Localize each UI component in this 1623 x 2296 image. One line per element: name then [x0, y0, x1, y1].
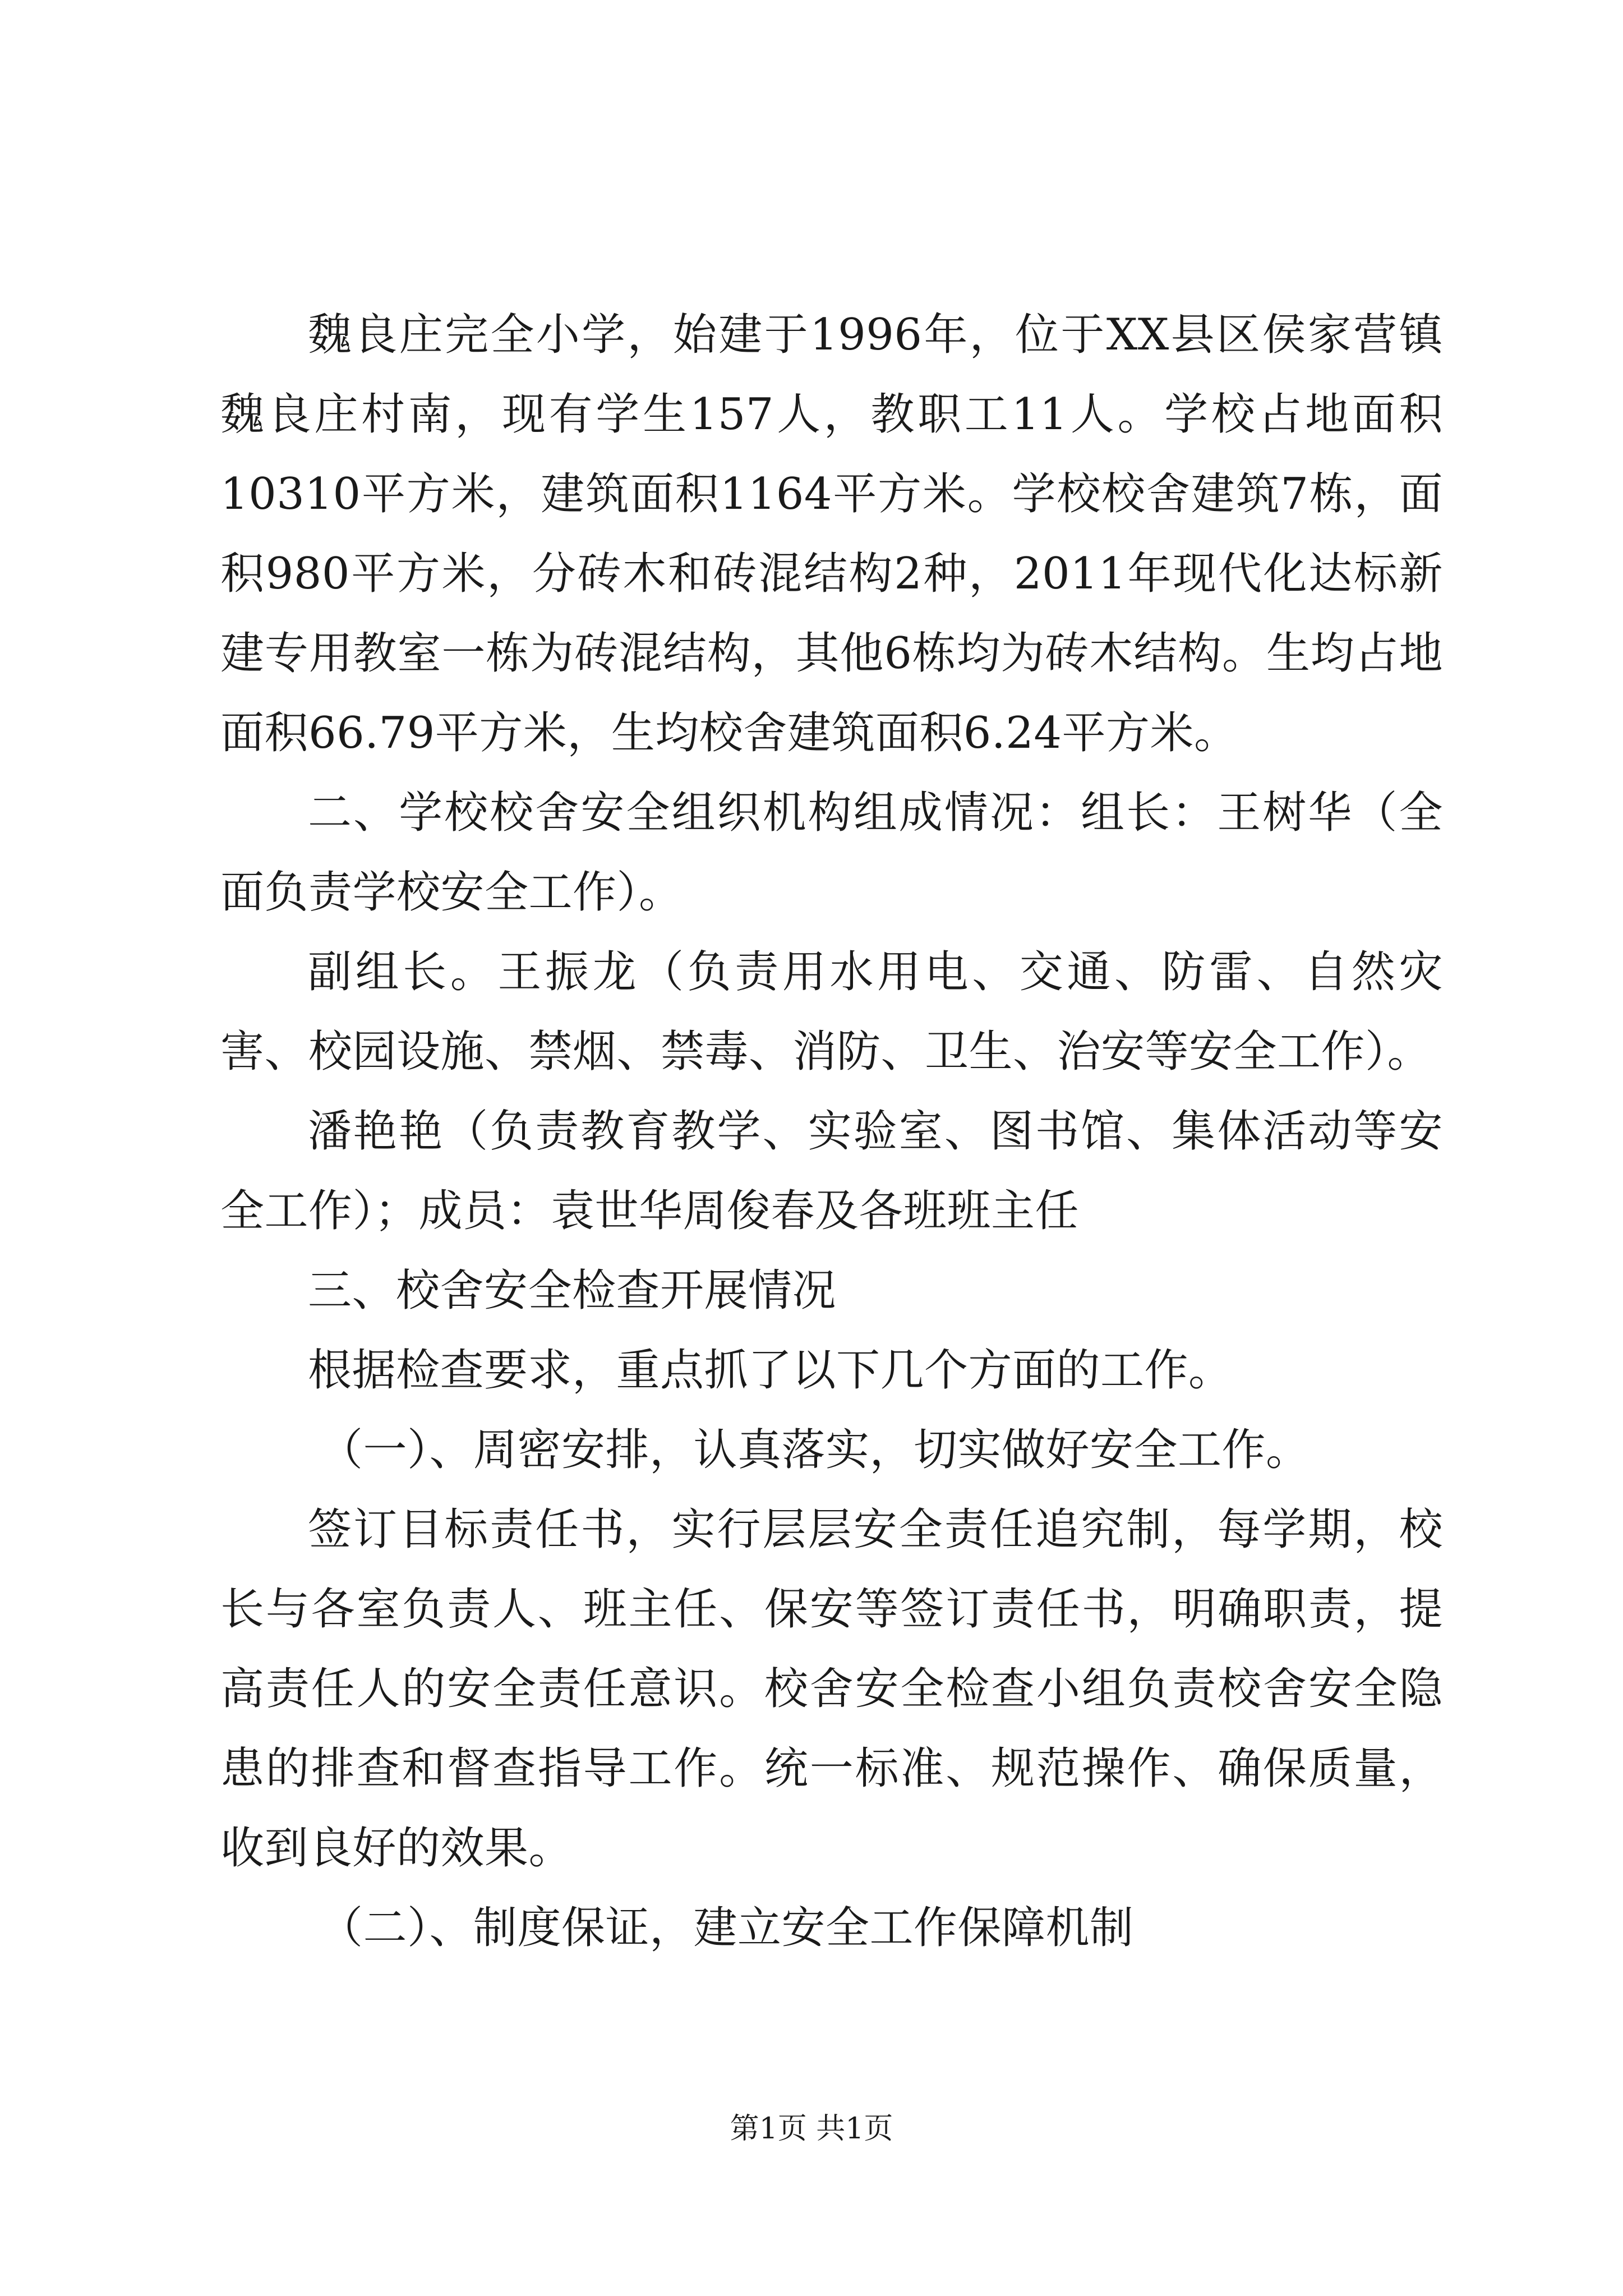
paragraph-pan-yanyan: 潘艳艳（负责教育教学、实验室、图书馆、集体活动等安全工作）；成员：袁世华周俊春及各班班主任: [220, 1106, 1443, 1236]
page-footer: [0, 2109, 1623, 2148]
section-heading-inspection: 三、校舍安全检查开展情况: [308, 1266, 837, 1316]
page-number-label: 第1页 共1页: [730, 2112, 893, 2146]
subheading-system-guarantee: （二）、制度保证，建立安全工作保障机制: [319, 1903, 1134, 1953]
paragraph-responsibility: 签订目标责任书，实行层层安全责任追究制，每学期，校长与各室负责人、班主任、保安等签订责任书，明确职责，提高责任人的安全责任意识。校舍安全检查小组负责校舍安全隐患的排查和督查指导工作。统一标准、规范操作、确保质量，收到良好的效果。: [220, 1504, 1443, 1874]
paragraph-deputy-leader: 副组长。王振龙（负责用水用电、交通、防雷、自然灾害、校园设施、禁烟、禁毒、消防、卫生、治安等安全工作）。: [220, 947, 1443, 1077]
paragraph-inspection-requirements: 根据检查要求，重点抓了以下几个方面的工作。: [308, 1345, 1233, 1396]
document-body: [220, 295, 1443, 1968]
subheading-careful-arrangement: （一）、周密安排，认真落实，切实做好安全工作。: [319, 1425, 1310, 1475]
paragraph-school-overview: 魏良庄完全小学，始建于1996年，位于XX县区侯家营镇魏良庄村南，现有学生157人，教职工11人。学校占地面积10310平方米，建筑面积1164平方米。学校校舍建筑7栋，面积980平方米，分砖木和砖混结构2种，2011年现代化达标新建专用教室一栋为砖混结构，其他6栋均为砖木结构。生均占地面积66.79平方米，生均校舍建筑面积6.24平方米。: [220, 310, 1443, 758]
paragraph-safety-organization: 二、学校校舍安全组织机构组成情况：组长：王树华（全面负责学校安全工作）。: [220, 788, 1443, 918]
